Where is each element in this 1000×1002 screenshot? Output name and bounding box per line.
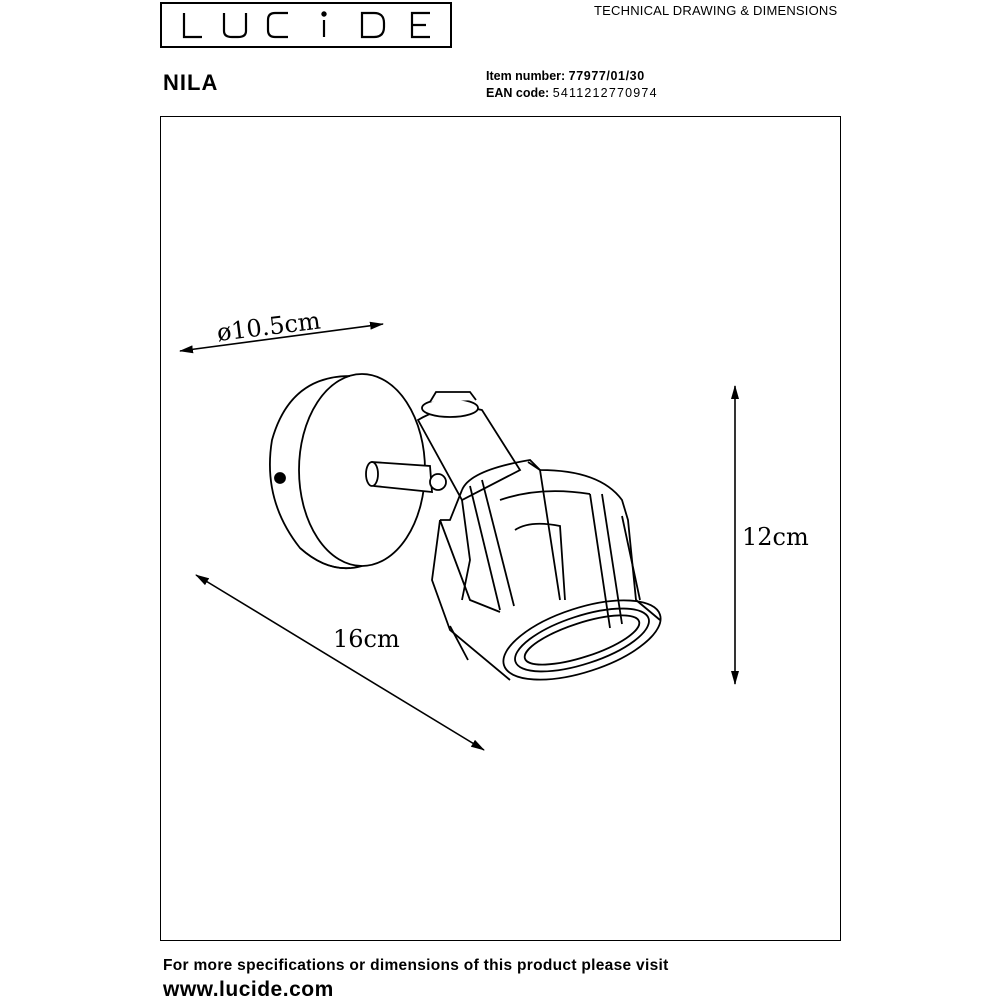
depth-label: 16cm bbox=[333, 625, 400, 653]
product-name: NILA bbox=[163, 70, 219, 95]
lamp-arm bbox=[366, 462, 446, 492]
item-number-label: Item number: bbox=[486, 69, 566, 83]
item-number-value: 77977/01/30 bbox=[568, 69, 645, 83]
ean-code-value: 5411212770974 bbox=[552, 86, 658, 100]
footer-website-link[interactable]: www.lucide.com bbox=[163, 978, 334, 1001]
ean-code-label: EAN code: bbox=[486, 86, 550, 100]
diameter-label: ø10.5cm bbox=[215, 306, 323, 347]
document-type: TECHNICAL DRAWING & DIMENSIONS bbox=[594, 3, 838, 18]
height-label: 12cm bbox=[742, 523, 809, 551]
footer-note: For more specifications or dimensions of this product please visit bbox=[163, 957, 669, 974]
depth-dimension-line bbox=[196, 575, 484, 750]
